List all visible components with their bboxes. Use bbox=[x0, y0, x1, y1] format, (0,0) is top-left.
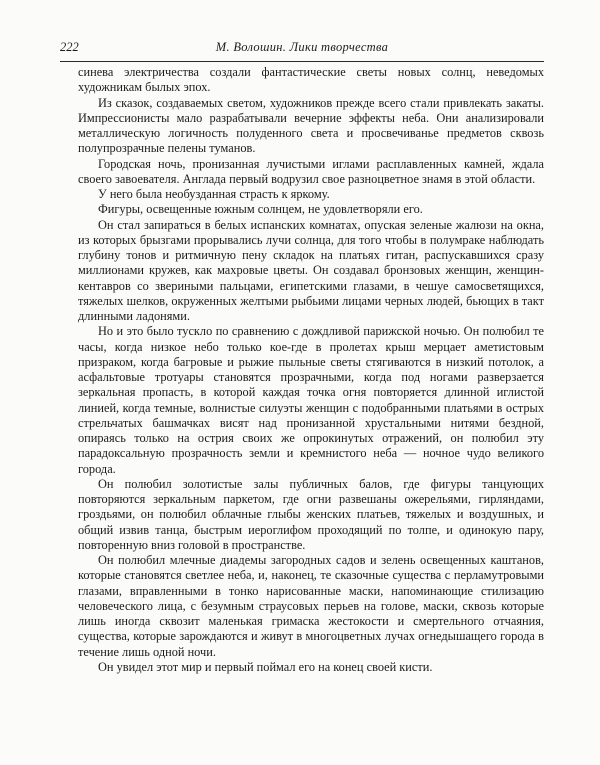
paragraph: Из сказок, создаваемых светом, художников прежде всего стали привлекать закаты. Импрессионисты мало разрабатывали вечерние эффекты неба. Они анализировали металлическую логичность полуденного света и просвечиванье предметов сквозь полупрозрачные пелены туманов. bbox=[78, 95, 544, 156]
page-header bbox=[60, 40, 544, 60]
paragraph: У него была необузданная страсть к яркому. bbox=[98, 187, 330, 201]
paragraph: Городская ночь, пронизанная лучистыми иглами расплавленных камней, ждала своего завоевателя. Англада первый водрузил свое разноцветное знамя в этой области. bbox=[78, 156, 544, 186]
page-number: 222 bbox=[60, 40, 79, 54]
paragraph: Фигуры, освещенные южным солнцем, не удовлетворяли его. bbox=[98, 202, 423, 217]
paragraph: Он полюбил млечные диадемы загородных садов и зелень освещенных каштанов, которые становятся светлее неба, и, наконец, те сказочные существа с перламутровыми глазами, вправленными в тонко нарисованные маски, напоминающие стилизацию человеческого лица, с безумным страусовых перьев на голове, маски, сквозь которые лишь иногда сквозит маленькая гримаска жестокости и смертельного отчаяния, существа, которые зарождаются и живут в многоцветных лучах огнедышащего города в течение лишь одной ночи. bbox=[78, 553, 544, 659]
body-text bbox=[78, 65, 544, 675]
paragraph: Он полюбил золотистые залы публичных балов, где фигуры танцующих повторяются зеркальным паркетом, где огни развешаны ожерельями, гирляндами, гроздьями, он полюбил облачные глыбы женских платьев, тяжелых и воздушных, и общий извив танца, быстрым иероглифом проходящий по толпе, и одинокую пару, повторенную вниз головой в пространстве. bbox=[78, 476, 544, 552]
paragraph: Но и это было тускло по сравнению с дождливой парижской ночью. Он полюбил те часы, когда низкое небо только кое-где в пролетах крыш мерцает аметистовым призраком, когда багровые и рыжие пыльные светы стягиваются в низкий потолок, а асфальтовые тротуары становятся прозрачными, когда под ногами разверзается зеркальная пропасть, в которой каждая точка огня повторяется длинной иглистой линией, когда темные, волнистые силуэты женщин с подобранными платьями в острых стрельчатых башмачках висят над пронизанной хрустальными нитями бездной, опираясь только на острия своих же опрокинутых отражений, он полюбил эту парадоксальную прозрачность земли и кремнистого неба — ночное чудо великого города. bbox=[78, 324, 544, 476]
paragraph: Он увидел этот мир и первый поймал его на конец своей кисти. bbox=[98, 659, 433, 674]
paragraph: Он стал запираться в белых испанских комнатах, опуская зеленые жалюзи на окна, из которых брызгами прорывались лучи солнца, для того чтобы в полумраке наблюдать глубину тонов и ритмичную пену складок на платьях гитан, распускавшихся сразу миллионами кружев, как махровые цветы. Он создавал бронзовых женщин, женщин-кентавров со звериными пальцами, египетскими глазами, в чешуе самосветящихся, тяжелых шелков, окруженных желтыми рыбьими лицами черных людей, бьющих в такт длинными ладонями. bbox=[78, 217, 544, 323]
paragraph: синева электричества создали фантастические светы новых солнц, неведомых художникам былых эпох. bbox=[78, 65, 544, 95]
header-rule bbox=[60, 61, 544, 62]
running-title: М. Волошин. Лики творчества bbox=[215, 40, 389, 54]
